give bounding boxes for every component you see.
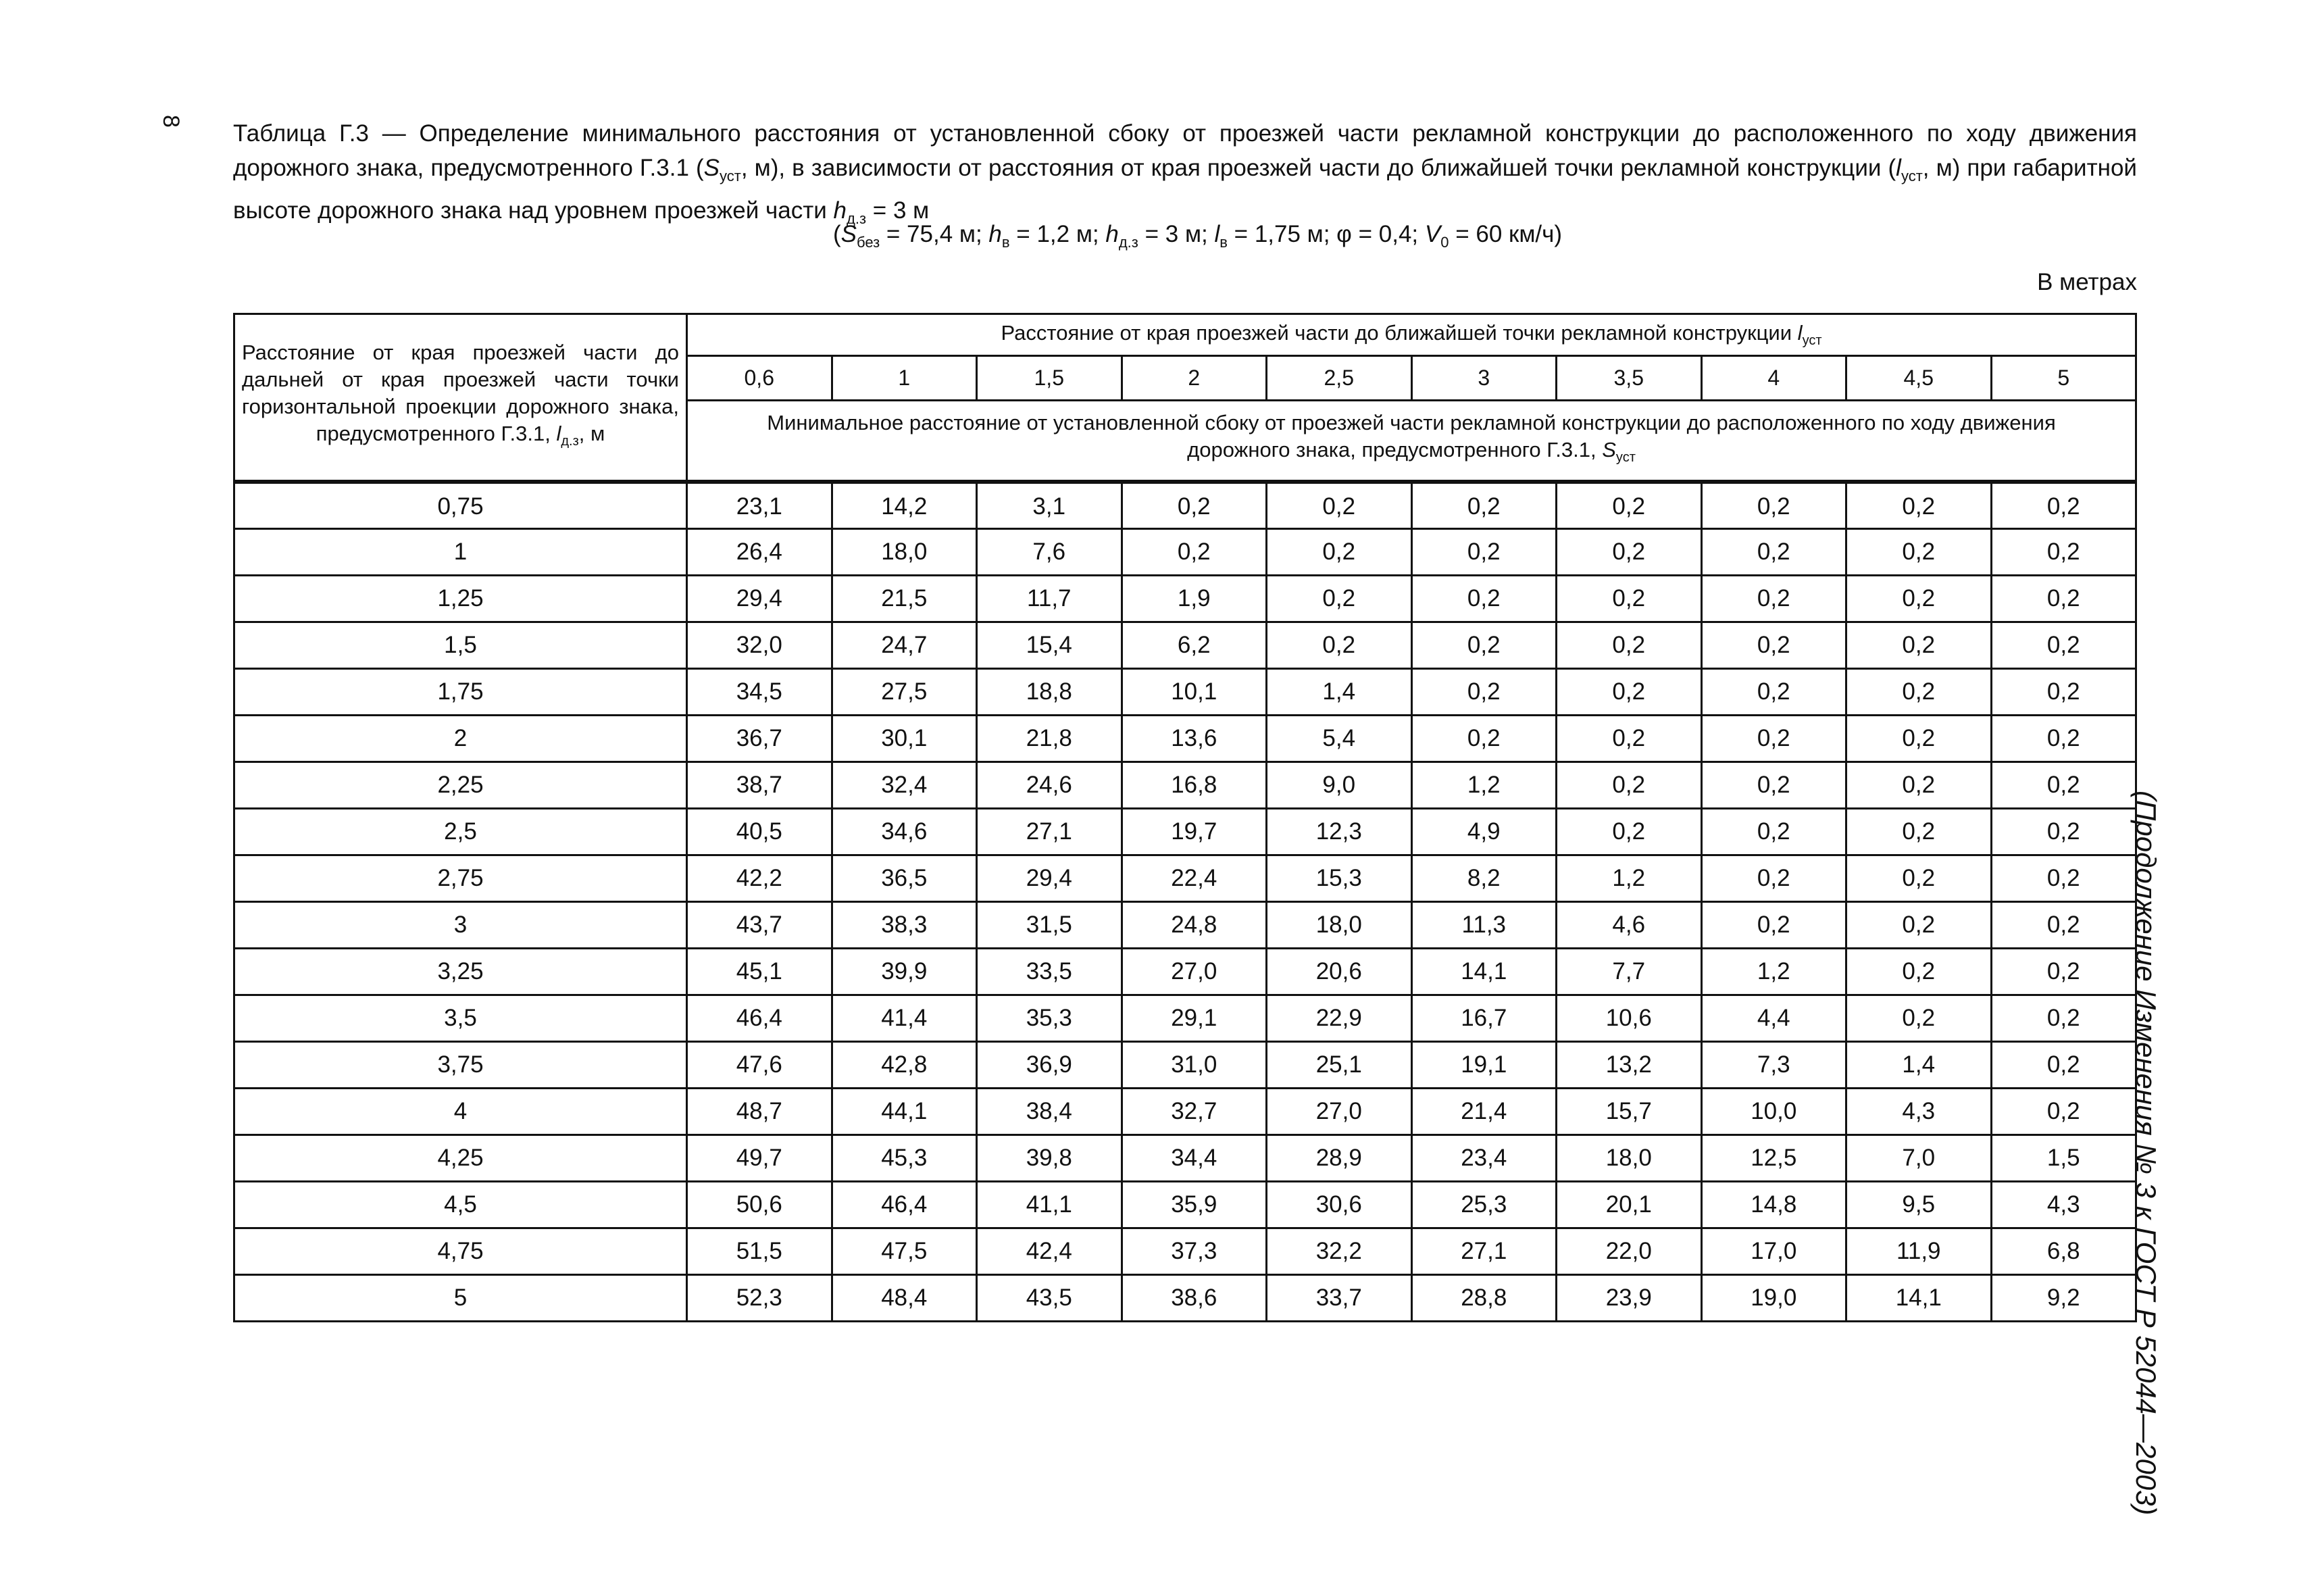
row-label-cell: 3,5 [234,995,687,1041]
value-cell: 24,7 [832,622,977,668]
value-cell: 32,0 [687,622,832,668]
value-cell: 0,2 [1267,575,1412,622]
value-cell: 14,1 [1846,1274,1992,1321]
value-cell: 16,8 [1122,762,1267,808]
value-cell: 39,8 [977,1134,1122,1181]
value-cell: 32,4 [832,762,977,808]
units-label: В метрах [2037,269,2137,295]
value-cell: 29,1 [1122,995,1267,1041]
value-cell: 27,1 [977,808,1122,855]
value-cell: 23,1 [687,482,832,528]
row-header: Расстояние от края проезжей части до дальней от края проезжей части точки горизонтальной проекции дорожного знака, предусмотренного Г.3.1, $l_{д.з}$, м [234,314,687,482]
value-cell: 10,6 [1557,995,1702,1041]
table-row [234,808,2136,855]
value-cell: 0,2 [1846,855,1992,901]
value-cell: 36,5 [832,855,977,901]
value-cell: 9,0 [1267,762,1412,808]
value-cell: 7,3 [1701,1041,1846,1088]
table-row [234,995,2136,1041]
row-label-cell: 2,25 [234,762,687,808]
value-cell: 19,1 [1411,1041,1557,1088]
value-cell: 0,2 [1701,575,1846,622]
value-cell: 0,2 [1557,715,1702,762]
value-cell: 30,6 [1267,1181,1412,1228]
value-cell: 44,1 [832,1088,977,1134]
row-label-cell: 2,5 [234,808,687,855]
value-cell: 7,7 [1557,948,1702,995]
table-row [234,622,2136,668]
value-cell: 37,3 [1122,1228,1267,1274]
value-cell: 42,8 [832,1041,977,1088]
value-cell: 0,2 [1846,528,1992,575]
value-cell: 0,2 [1846,948,1992,995]
value-cell: 1,5 [1991,1134,2136,1181]
value-cell: 38,6 [1122,1274,1267,1321]
row-label-cell: 4,5 [234,1181,687,1228]
value-cell: 0,2 [1411,622,1557,668]
value-cell: 50,6 [687,1181,832,1228]
value-cell: 30,1 [832,715,977,762]
value-cell: 1,4 [1846,1041,1992,1088]
value-cell: 1,2 [1557,855,1702,901]
table-row [234,1274,2136,1321]
value-cell: 38,3 [832,901,977,948]
value-cell: 12,5 [1701,1134,1846,1181]
table-row [234,948,2136,995]
row-label-cell: 5 [234,1274,687,1321]
value-cell: 15,7 [1557,1088,1702,1134]
value-cell: 51,5 [687,1228,832,1274]
column-value: 3,5 [1557,356,1702,401]
value-cell: 0,2 [1991,948,2136,995]
value-cell: 0,2 [1846,622,1992,668]
value-cell: 32,2 [1267,1228,1412,1274]
value-cell: 0,2 [1701,622,1846,668]
top-column-header: Расстояние от края проезжей части до ближайшей точки рекламной конструкции $l_{уст}$ [687,314,2136,356]
value-cell: 4,4 [1701,995,1846,1041]
value-cell: 34,5 [687,668,832,715]
value-cell: 47,6 [687,1041,832,1088]
row-label-cell: 1 [234,528,687,575]
row-label-cell: 0,75 [234,482,687,528]
value-cell: 0,2 [1991,808,2136,855]
value-cell: 17,0 [1701,1228,1846,1274]
value-cell: 9,2 [1991,1274,2136,1321]
value-cell: 0,2 [1557,808,1702,855]
value-cell: 18,0 [1267,901,1412,948]
row-label-cell: 3 [234,901,687,948]
value-cell: 48,7 [687,1088,832,1134]
value-cell: 0,2 [1557,528,1702,575]
value-cell: 21,4 [1411,1088,1557,1134]
value-cell: 43,7 [687,901,832,948]
value-cell: 20,6 [1267,948,1412,995]
column-value: 4 [1701,356,1846,401]
value-cell: 0,2 [1846,575,1992,622]
value-cell: 0,2 [1701,482,1846,528]
value-cell: 0,2 [1991,715,2136,762]
value-cell: 1,4 [1267,668,1412,715]
value-cell: 32,7 [1122,1088,1267,1134]
value-cell: 0,2 [1701,808,1846,855]
value-cell: 0,2 [1701,528,1846,575]
value-cell: 13,2 [1557,1041,1702,1088]
value-cell: 41,1 [977,1181,1122,1228]
value-cell: 35,9 [1122,1181,1267,1228]
value-cell: 4,3 [1846,1088,1992,1134]
value-cell: 38,7 [687,762,832,808]
value-cell: 9,5 [1846,1181,1992,1228]
row-label-cell: 1,5 [234,622,687,668]
value-cell: 6,8 [1991,1228,2136,1274]
value-cell: 10,1 [1122,668,1267,715]
value-cell: 1,2 [1411,762,1557,808]
value-cell: 0,2 [1991,762,2136,808]
value-cell: 0,2 [1411,528,1557,575]
value-cell: 15,3 [1267,855,1412,901]
value-cell: 0,2 [1557,762,1702,808]
value-cell: 15,4 [977,622,1122,668]
table-row [234,855,2136,901]
value-cell: 0,2 [1846,901,1992,948]
value-cell: 45,3 [832,1134,977,1181]
value-cell: 28,9 [1267,1134,1412,1181]
value-cell: 0,2 [1991,622,2136,668]
value-cell: 45,1 [687,948,832,995]
value-cell: 0,2 [1122,528,1267,575]
value-cell: 1,2 [1701,948,1846,995]
value-cell: 41,4 [832,995,977,1041]
table-row [234,1134,2136,1181]
value-cell: 0,2 [1557,482,1702,528]
value-cell: 34,6 [832,808,977,855]
value-cell: 48,4 [832,1274,977,1321]
value-cell: 27,1 [1411,1228,1557,1274]
value-cell: 0,2 [1991,1088,2136,1134]
value-cell: 7,6 [977,528,1122,575]
value-cell: 0,2 [1411,668,1557,715]
value-cell: 14,1 [1411,948,1557,995]
value-cell: 27,5 [832,668,977,715]
value-cell: 0,2 [1557,622,1702,668]
value-cell: 36,9 [977,1041,1122,1088]
parameters-formula: ($S_{без} = 75,4$ м; $h_в = 1,2$ м; $h_{д.з} = 3$ м; $l_в = 1,75$ м; φ = 0,4; $V_0 = 60$ км/ч) [832,221,1563,251]
value-cell: 0,2 [1701,855,1846,901]
table-row [234,1181,2136,1228]
table-body [234,482,2136,1321]
row-label-cell: 3,25 [234,948,687,995]
value-cell: 0,2 [1991,901,2136,948]
row-label-cell: 2,75 [234,855,687,901]
value-cell: 52,3 [687,1274,832,1321]
value-cell: 0,2 [1122,482,1267,528]
value-cell: 4,9 [1411,808,1557,855]
value-cell: 0,2 [1991,995,2136,1041]
value-cell: 24,8 [1122,901,1267,948]
value-cell: 11,3 [1411,901,1557,948]
value-cell: 0,2 [1411,575,1557,622]
value-cell: 4,6 [1557,901,1702,948]
column-value: 3 [1411,356,1557,401]
value-cell: 40,5 [687,808,832,855]
value-cell: 0,2 [1991,855,2136,901]
value-cell: 33,7 [1267,1274,1412,1321]
value-cell: 0,2 [1991,668,2136,715]
value-cell: 16,7 [1411,995,1557,1041]
value-cell: 3,1 [977,482,1122,528]
value-cell: 19,0 [1701,1274,1846,1321]
value-cell: 13,6 [1122,715,1267,762]
value-cell: 34,4 [1122,1134,1267,1181]
value-cell: 29,4 [687,575,832,622]
value-cell: 7,0 [1846,1134,1992,1181]
row-label-cell: 2 [234,715,687,762]
value-cell: 23,4 [1411,1134,1557,1181]
row-label-cell: 4,25 [234,1134,687,1181]
value-cell: 1,9 [1122,575,1267,622]
value-cell: 6,2 [1122,622,1267,668]
row-label-cell: 1,25 [234,575,687,622]
value-cell: 26,4 [687,528,832,575]
value-cell: 31,5 [977,901,1122,948]
continuation-note: (Продолжение Изменения № 3 к ГОСТ Р 52044—2003) [2130,791,2162,1516]
row-label-cell: 3,75 [234,1041,687,1088]
value-cell: 0,2 [1846,715,1992,762]
value-cell: 21,5 [832,575,977,622]
row-label-cell: 4 [234,1088,687,1134]
table-row [234,668,2136,715]
value-cell: 21,8 [977,715,1122,762]
value-cell: 0,2 [1557,668,1702,715]
column-value: 0,6 [687,356,832,401]
value-cell: 46,4 [832,1181,977,1228]
column-value: 1 [832,356,977,401]
value-cell: 38,4 [977,1088,1122,1134]
value-cell: 0,2 [1411,482,1557,528]
value-cell: 31,0 [1122,1041,1267,1088]
value-cell: 35,3 [977,995,1122,1041]
value-cell: 0,2 [1846,995,1992,1041]
table-row [234,1041,2136,1088]
column-value: 2 [1122,356,1267,401]
value-cell: 36,7 [687,715,832,762]
distance-table [233,313,2137,1322]
value-cell: 27,0 [1267,1088,1412,1134]
value-cell: 42,4 [977,1228,1122,1274]
value-cell: 10,0 [1701,1088,1846,1134]
table-row [234,1088,2136,1134]
value-cell: 18,0 [832,528,977,575]
bottom-column-header: Минимальное расстояние от установленной сбоку от проезжей части рекламной конструкции до расположенного по ходу движения дорожного знака, предусмотренного Г.3.1, $S_{уст}$ [687,401,2136,482]
value-cell: 27,0 [1122,948,1267,995]
table-row [234,715,2136,762]
value-cell: 0,2 [1701,668,1846,715]
value-cell: 0,2 [1991,528,2136,575]
value-cell: 0,2 [1846,808,1992,855]
table-caption: Таблица Г.3 — Определение минимального расстояния от установленной сбоку от проезжей части рекламной конструкции до расположенного по ходу движения дорожного знака, предусмотренного Г.3.1 ($S_{уст}$, м), в зависимости от расстояния от края проезжей части до ближайшей точки рекламной конструкции ($l_{уст}$, м) при габаритной высоте дорожного знака над уровнем проезжей части $h_{д.з} = 3$ м [233,120,2137,227]
value-cell: 0,2 [1846,762,1992,808]
value-cell: 28,8 [1411,1274,1557,1321]
value-cell: 0,2 [1991,575,2136,622]
value-cell: 0,2 [1557,575,1702,622]
value-cell: 0,2 [1701,901,1846,948]
value-cell: 0,2 [1991,482,2136,528]
value-cell: 14,8 [1701,1181,1846,1228]
value-cell: 22,9 [1267,995,1412,1041]
value-cell: 5,4 [1267,715,1412,762]
value-cell: 24,6 [977,762,1122,808]
value-cell: 11,9 [1846,1228,1992,1274]
value-cell: 33,5 [977,948,1122,995]
value-cell: 18,0 [1557,1134,1702,1181]
value-cell: 29,4 [977,855,1122,901]
value-cell: 39,9 [832,948,977,995]
page-number: 8 [158,115,184,128]
value-cell: 8,2 [1411,855,1557,901]
row-label-cell: 4,75 [234,1228,687,1274]
value-cell: 25,3 [1411,1181,1557,1228]
value-cell: 0,2 [1267,528,1412,575]
row-label-cell: 1,75 [234,668,687,715]
column-value: 2,5 [1267,356,1412,401]
value-cell: 42,2 [687,855,832,901]
value-cell: 43,5 [977,1274,1122,1321]
table-row [234,762,2136,808]
value-cell: 47,5 [832,1228,977,1274]
column-value: 4,5 [1846,356,1992,401]
value-cell: 20,1 [1557,1181,1702,1228]
value-cell: 0,2 [1701,715,1846,762]
value-cell: 0,2 [1701,762,1846,808]
value-cell: 22,0 [1557,1228,1702,1274]
table-row [234,528,2136,575]
value-cell: 0,2 [1411,715,1557,762]
value-cell: 46,4 [687,995,832,1041]
value-cell: 0,2 [1267,482,1412,528]
value-cell: 23,9 [1557,1274,1702,1321]
column-value: 1,5 [977,356,1122,401]
column-value: 5 [1991,356,2136,401]
value-cell: 25,1 [1267,1041,1412,1088]
value-cell: 49,7 [687,1134,832,1181]
value-cell: 4,3 [1991,1181,2136,1228]
value-cell: 0,2 [1846,482,1992,528]
value-cell: 18,8 [977,668,1122,715]
value-cell: 0,2 [1267,622,1412,668]
table-row [234,901,2136,948]
value-cell: 19,7 [1122,808,1267,855]
table-row [234,1228,2136,1274]
value-cell: 14,2 [832,482,977,528]
value-cell: 12,3 [1267,808,1412,855]
value-cell: 0,2 [1846,668,1992,715]
table-row [234,575,2136,622]
table-row [234,482,2136,528]
value-cell: 0,2 [1991,1041,2136,1088]
value-cell: 11,7 [977,575,1122,622]
value-cell: 22,4 [1122,855,1267,901]
